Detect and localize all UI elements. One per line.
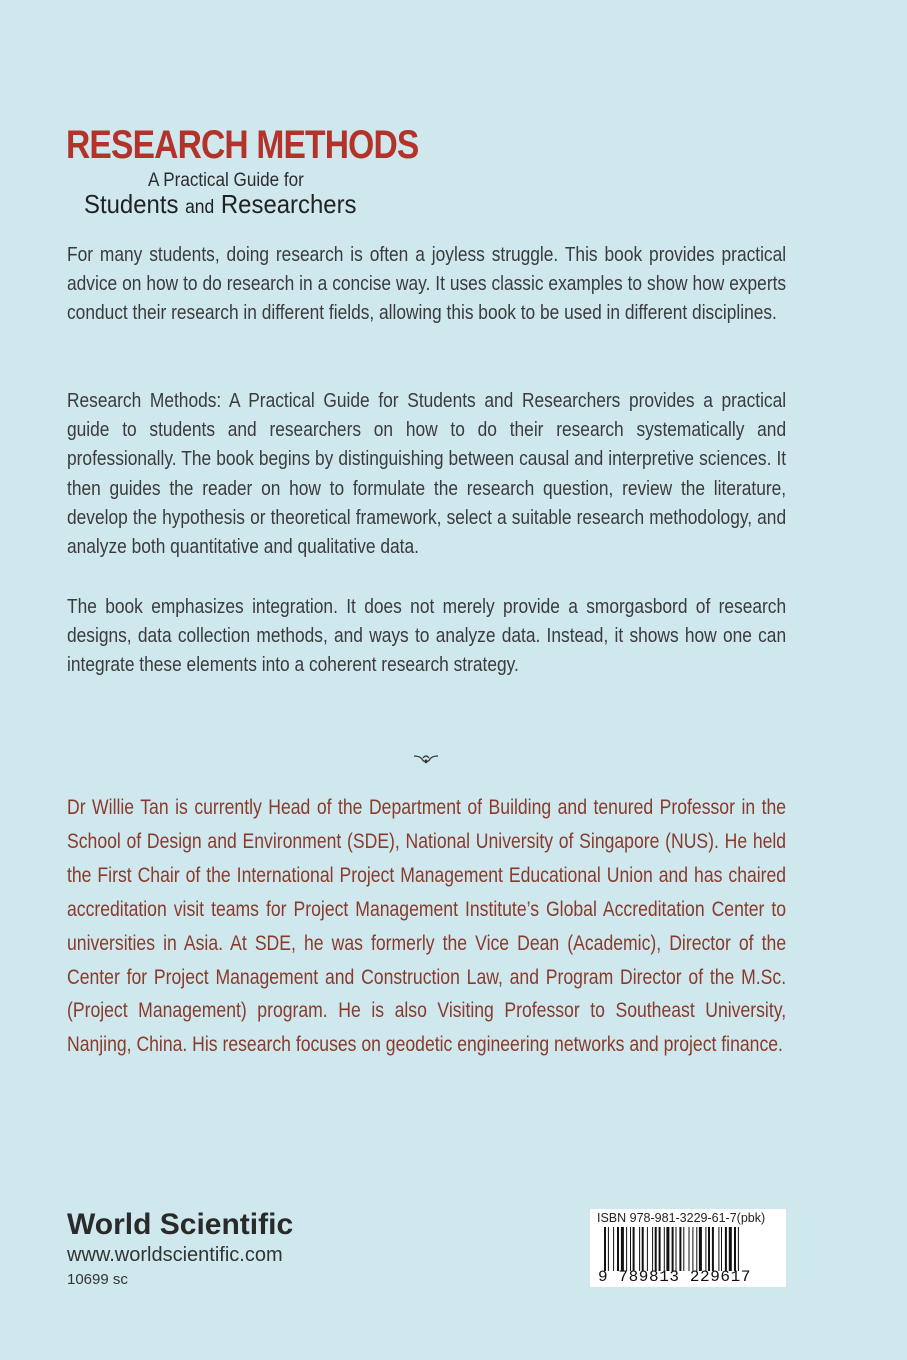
author-biography: Dr Willie Tan is currently Head of the Department of Building and tenured Professor in the School of Design and Environment (SDE), National University of Singapore (NUS). He held the First Chair of the International Project Management Educational Union and has chaired accreditation visit teams for Project Management Institute’s Global Accreditation Center to universities in Asia. At SDE, he was formerly the Vice Dean (Academic), Director of the Center for Project Management and Construction Law, and Program Director of the M.Sc. (Project Management) program. He is also Visiting Professor to Southeast University, Nanjing, China. His research focuses on geodetic engineering networks and project finance. [67, 796, 787, 1057]
barcode-digits: 9 789813 229617 [598, 1268, 752, 1286]
barcode-bars [604, 1227, 776, 1271]
subtitle-line-2 [84, 189, 357, 223]
product-code: 10699 sc [67, 1271, 128, 1288]
isbn-label: ISBN 978-981-3229-61-7(pbk) [597, 1211, 766, 1225]
book-title: RESEARCH METHODS [66, 123, 419, 167]
fleuron-ornament-icon [412, 752, 440, 766]
isbn-barcode [590, 1209, 786, 1287]
subtitle-line-1: A Practical Guide for [148, 170, 304, 191]
subtitle-researchers: Researchers [220, 189, 357, 219]
blurb-paragraph-2: Research Methods: A Practical Guide for Students and Researchers provides a practical guide to students and researchers on how to do their research systematically and professionally. The book begins by distinguishing between causal and interpretive sciences. It then guides the reader on how to formulate the research question, review the literature, develop the hypothesis or theoretical framework, select a suitable research methodology, and analyze both quantitative and qualitative data. [67, 389, 787, 559]
subtitle-and: and [185, 197, 215, 218]
blurb-paragraph-3: The book emphasizes integration. It does not merely provide a smorgasbord of research designs, data collection methods, and ways to analyze data. Instead, it shows how one can integrate these elements into a coherent research strategy. [67, 595, 787, 677]
publisher-name: World Scientific [67, 1208, 294, 1241]
blurb-paragraph-1: For many students, doing research is often a joyless struggle. This book provides practical advice on how to do research in a concise way. It uses classic examples to show how experts conduct their research in different fields, allowing this book to be used in different disciplines. [67, 243, 787, 325]
publisher-url: www.worldscientific.com [67, 1244, 283, 1266]
subtitle-students: Students [84, 189, 179, 219]
